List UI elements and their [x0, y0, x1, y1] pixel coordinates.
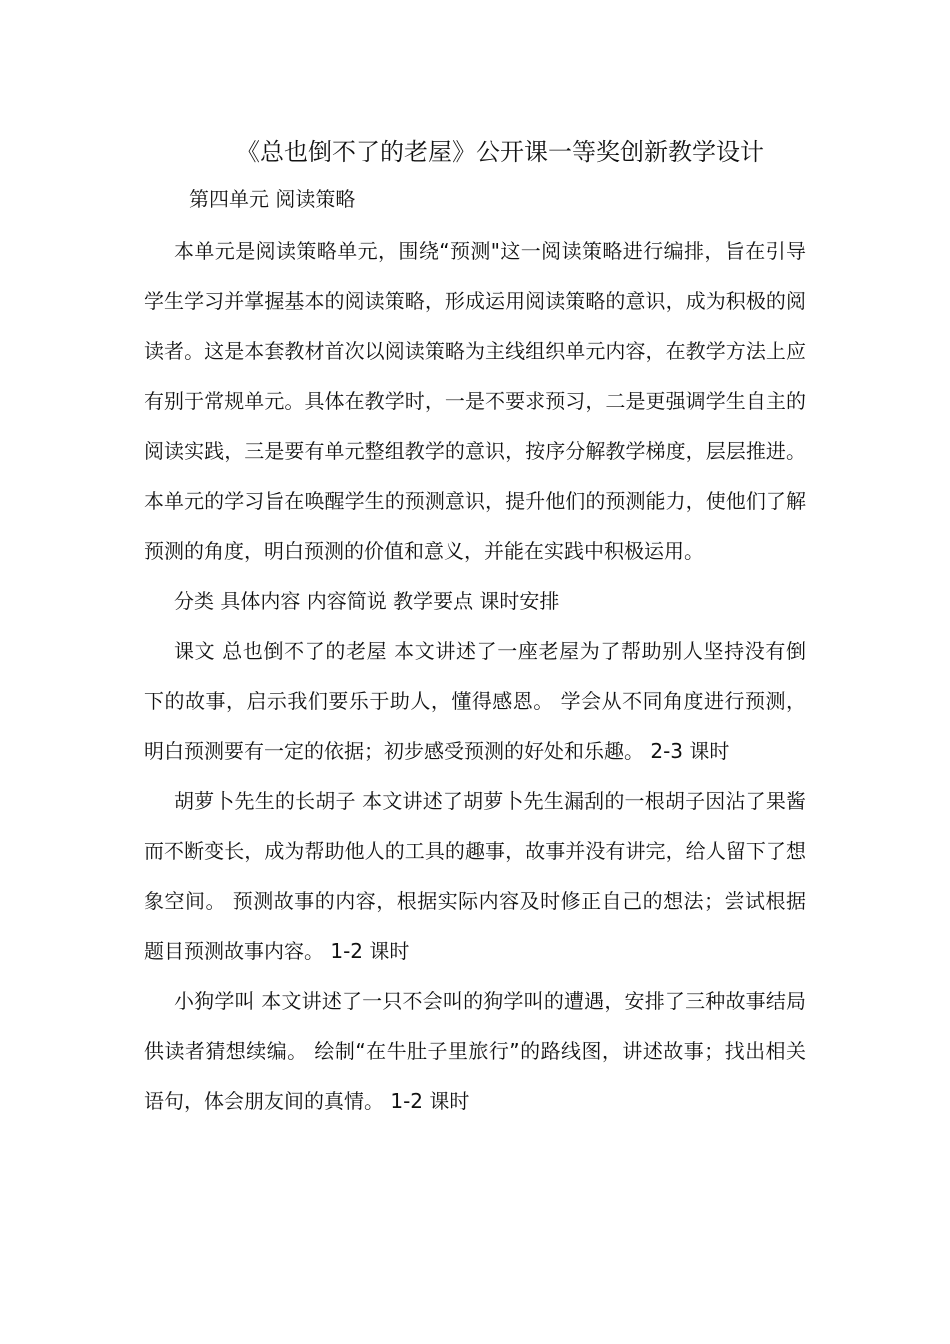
paragraph-intro: 本单元是阅读策略单元，围绕“预测"这一阅读策略进行编排，旨在引导学生学习并掌握基本的阅读策略，形成运用阅读策略的意识，成为积极的阅读者。这是本套教材首次以阅读策略为主线组织单元内容，在教学方法上应有别于常规单元。具体在教学时，一是不要求预习，二是更强调学生自主的阅读实践，三是要有单元整组教学的意识，按序分解教学梯度，层层推进。本单元的学习旨在唤醒学生的预测意识，提升他们的预测能力，使他们了解预测的角度，明白预测的价值和意义，并能在实践中积极运用。 [144, 239, 806, 563]
unit-heading: 第四单元 阅读策略 [189, 187, 356, 211]
table-header-line: 分类 具体内容 内容简说 教学要点 课时安排 [174, 589, 560, 613]
document-body [144, 226, 806, 1126]
document-title: 《总也倒不了的老屋》公开课一等奖创新教学设计 [236, 138, 764, 166]
paragraph-lesson-3: 小狗学叫 本文讲述了一只不会叫的狗学叫的遭遇，安排了三种故事结局供读者猜想续编。 绘制“在牛肚子里旅行”的路线图，讲述故事；找出相关语句，体会朋友间的真情。 1-2 课时 [144, 989, 806, 1113]
paragraph-lesson-2: 胡萝卜先生的长胡子 本文讲述了胡萝卜先生漏刮的一根胡子因沾了果酱而不断变长，成为帮助他人的工具的趣事，故事并没有讲完，给人留下了想象空间。 预测故事的内容，根据实际内容及时修正自己的想法；尝试根据题目预测故事内容。 1-2 课时 [144, 789, 806, 963]
paragraph-lesson-1: 课文 总也倒不了的老屋 本文讲述了一座老屋为了帮助别人坚持没有倒下的故事，启示我们要乐于助人，懂得感恩。 学会从不同角度进行预测，明白预测要有一定的依据；初步感受预测的好处和乐趣。 2-3 课时 [144, 639, 806, 763]
